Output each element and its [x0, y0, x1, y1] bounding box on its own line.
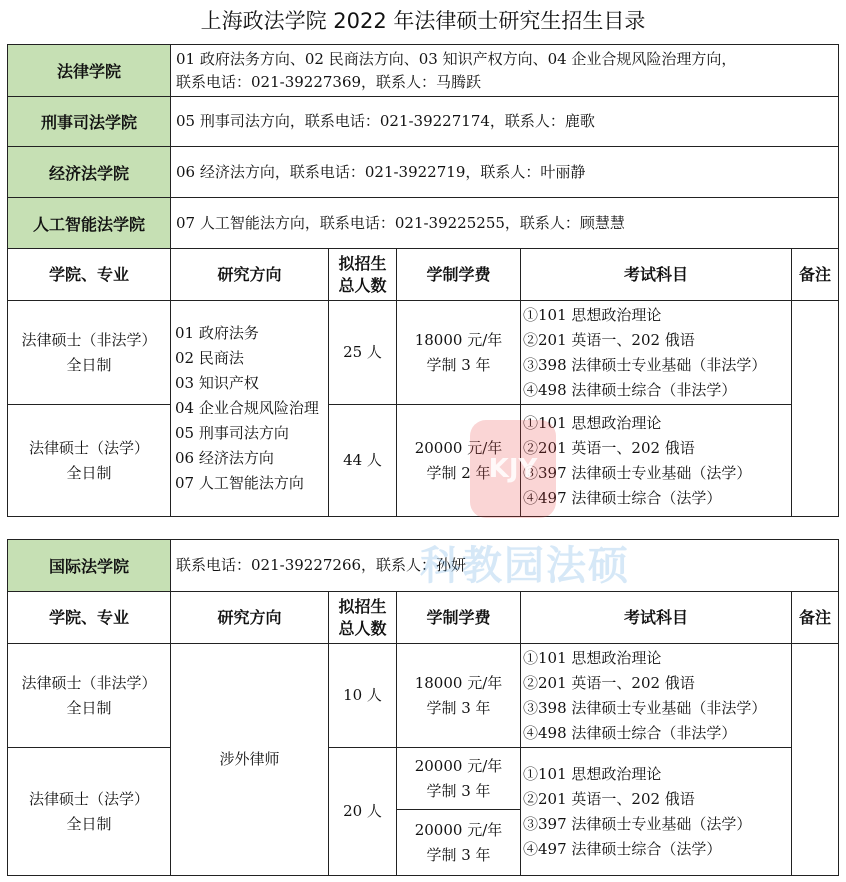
college-info: 01 政府法务方向、02 民商法方向、03 知识产权方向、04 企业合规风险治理方向， 联系电话：021-39227369，联系人：马腾跃	[171, 45, 839, 97]
exam-subjects: ①101 思想政治理论 ②201 英语一、202 俄语 ③397 法律硕士专业基础（法学） ④497 法律硕士综合（法学）	[521, 405, 792, 517]
table-row	[8, 405, 839, 517]
college-name: 刑事司法学院	[8, 97, 171, 147]
fee-cell: 20000 元/年 学制 3 年	[397, 748, 521, 810]
major-cell: 法律硕士（非法学） 全日制	[8, 301, 171, 405]
exam-subjects: ①101 思想政治理论 ②201 英语一、202 俄语 ③397 法律硕士专业基础（法学） ④497 法律硕士综合（法学）	[521, 748, 792, 876]
college-name: 人工智能法学院	[8, 198, 171, 249]
header-fee: 学制学费	[397, 592, 521, 644]
college-name: 经济法学院	[8, 147, 171, 198]
table-row	[8, 748, 839, 810]
college-info: 06 经济法方向，联系电话：021-3922719，联系人：叶丽静	[171, 147, 839, 198]
admission-table-2	[7, 539, 839, 876]
header-major: 学院、专业	[8, 249, 171, 301]
header-note: 备注	[792, 249, 839, 301]
college-info: 联系电话：021-39227266，联系人：孙妍	[171, 540, 839, 592]
header-exam: 考试科目	[521, 592, 792, 644]
college-info: 05 刑事司法方向，联系电话：021-39227174，联系人：鹿歌	[171, 97, 839, 147]
table-row	[8, 644, 839, 748]
header-exam: 考试科目	[521, 249, 792, 301]
header-direction: 研究方向	[171, 592, 329, 644]
direction-cell: 涉外律师	[171, 644, 329, 876]
fee-cell: 18000 元/年 学制 3 年	[397, 301, 521, 405]
college-name: 国际法学院	[8, 540, 171, 592]
header-fee: 学制学费	[397, 249, 521, 301]
major-cell: 法律硕士（法学） 全日制	[8, 405, 171, 517]
page-title: 上海政法学院 2022 年法律硕士研究生招生目录	[200, 9, 646, 33]
note-cell	[792, 644, 839, 876]
note-cell	[792, 301, 839, 517]
header-direction: 研究方向	[171, 249, 329, 301]
watermark-logo-text: KJY	[488, 454, 538, 484]
header-quota: 拟招生 总人数	[329, 249, 397, 301]
quota-cell: 10 人	[329, 644, 397, 748]
exam-subjects: ①101 思想政治理论 ②201 英语一、202 俄语 ③398 法律硕士专业基础（非法学） ④498 法律硕士综合（非法学）	[521, 644, 792, 748]
fee-cell: 18000 元/年 学制 3 年	[397, 644, 521, 748]
fee-cell: 20000 元/年 学制 3 年	[397, 810, 521, 876]
quota-cell: 25 人	[329, 301, 397, 405]
direction-list: 01 政府法务 02 民商法 03 知识产权 04 企业合规风险治理 05 刑事司法方向 06 经济法方向 07 人工智能法方向	[171, 301, 329, 517]
fee-cell: 20000 元/年 学制 2 年	[397, 405, 521, 517]
college-info: 07 人工智能法方向，联系电话：021-39225255，联系人：顾慧慧	[171, 198, 839, 249]
quota-cell: 20 人	[329, 748, 397, 876]
table-row	[8, 301, 839, 405]
header-quota: 拟招生 总人数	[329, 592, 397, 644]
header-note: 备注	[792, 592, 839, 644]
major-cell: 法律硕士（法学） 全日制	[8, 748, 171, 876]
exam-subjects: ①101 思想政治理论 ②201 英语一、202 俄语 ③398 法律硕士专业基础（非法学） ④498 法律硕士综合（非法学）	[521, 301, 792, 405]
quota-cell: 44 人	[329, 405, 397, 517]
college-name: 法律学院	[8, 45, 171, 97]
watermark-brand: 科教园法硕	[420, 543, 630, 589]
admission-table-1	[7, 44, 839, 517]
major-cell: 法律硕士（非法学） 全日制	[8, 644, 171, 748]
header-major: 学院、专业	[8, 592, 171, 644]
